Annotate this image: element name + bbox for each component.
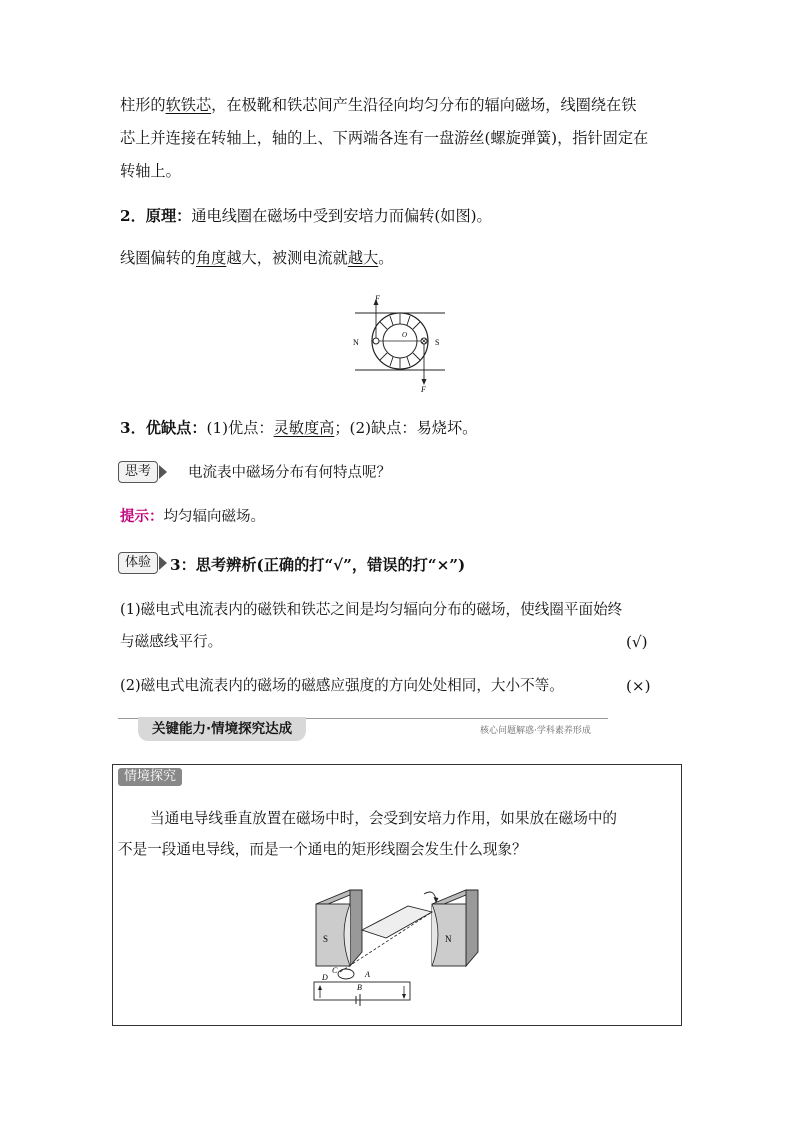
- deflect-line: [120, 248, 393, 268]
- banner-subtitle: 核心问题解惑·学科素养形成: [480, 726, 591, 736]
- principle-label: 原理：: [145, 207, 192, 225]
- south-pole-label: S: [323, 934, 329, 944]
- pros-text: (1)优点：: [206, 419, 274, 437]
- motor-coil-figure: [310, 884, 490, 1010]
- think-question: 电流表中磁场分布有何特点呢？: [188, 465, 391, 481]
- point-d-label: D: [322, 973, 328, 982]
- principle-text: 通电线圈在磁场中受到安培力而偏转(如图)。: [191, 207, 492, 225]
- hint-line: [120, 507, 265, 527]
- south-pole-label: S: [435, 338, 440, 347]
- para1-text: 柱形的: [120, 96, 166, 114]
- para1-line1: [120, 95, 636, 115]
- underlined-term: 软铁芯: [165, 96, 212, 114]
- deflect-text: 线圈偏转的: [120, 249, 196, 267]
- pros-label: 优缺点：: [145, 419, 207, 437]
- scenario-tag: 情境探究: [118, 768, 182, 786]
- para1-text: ，在极靴和铁芯间产生沿径向均匀分布的辐向磁场，线圈绕在铁: [211, 96, 637, 114]
- scenario-line2: 不是一段通电导线，而是一个通电的矩形线圈会发生什么现象？: [118, 841, 527, 858]
- section-banner: 关键能力·情境探究达成: [138, 717, 306, 741]
- item2-line: (2)磁电式电流表内的磁场的磁感应强度的方向处处相同，大小不等。: [120, 677, 564, 694]
- hint-text: 均匀辐向磁场。: [163, 509, 265, 525]
- item2-mark: (×): [626, 677, 651, 695]
- force-label-bottom: F: [421, 385, 426, 393]
- item-number: 3．: [120, 419, 146, 437]
- pros-cons-line: [120, 418, 477, 438]
- item1-line2: 与磁感线平行。: [120, 633, 223, 650]
- point-a-label: A: [365, 970, 370, 979]
- force-label-top: F: [375, 294, 380, 303]
- scenario-line1: 当通电导线垂直放置在磁场中时，会受到安培力作用，如果放在磁场中的: [150, 810, 618, 827]
- underlined-term: 越大: [347, 249, 379, 267]
- underlined-term: 角度: [195, 249, 227, 267]
- think-tag: 思考: [118, 461, 158, 483]
- experience-tag: 体验: [118, 552, 158, 574]
- experience-title: 3：思考辨析(正确的打“√”，错误的打“×”): [170, 556, 466, 574]
- deflect-text: 。: [378, 249, 394, 267]
- point-c-label: C: [332, 966, 338, 975]
- item1-mark: (√): [626, 633, 648, 651]
- north-pole-label: N: [353, 338, 359, 347]
- item1-line1: (1)磁电式电流表内的磁铁和铁芯之间是均匀辐向分布的磁场，使线圈平面始终: [120, 601, 623, 618]
- item-number: 2．: [120, 207, 146, 225]
- underlined-term: 灵敏度高: [273, 419, 335, 437]
- hint-label: 提示：: [120, 508, 164, 525]
- galvanometer-figure: [345, 293, 455, 393]
- para1-line2: 芯上并连接在转轴上，轴的上、下两端各连有一盘游丝(螺旋弹簧)，指针固定在: [120, 129, 649, 147]
- principle-line: [120, 206, 492, 226]
- deflect-text: 越大，被测电流就: [226, 249, 348, 267]
- point-b-label: B: [357, 983, 362, 992]
- para1-line3: 转轴上。: [120, 162, 181, 180]
- origin-label: O: [402, 331, 408, 339]
- north-pole-label: N: [445, 934, 452, 944]
- pros-text: ；(2)缺点：易烧坏。: [334, 419, 478, 437]
